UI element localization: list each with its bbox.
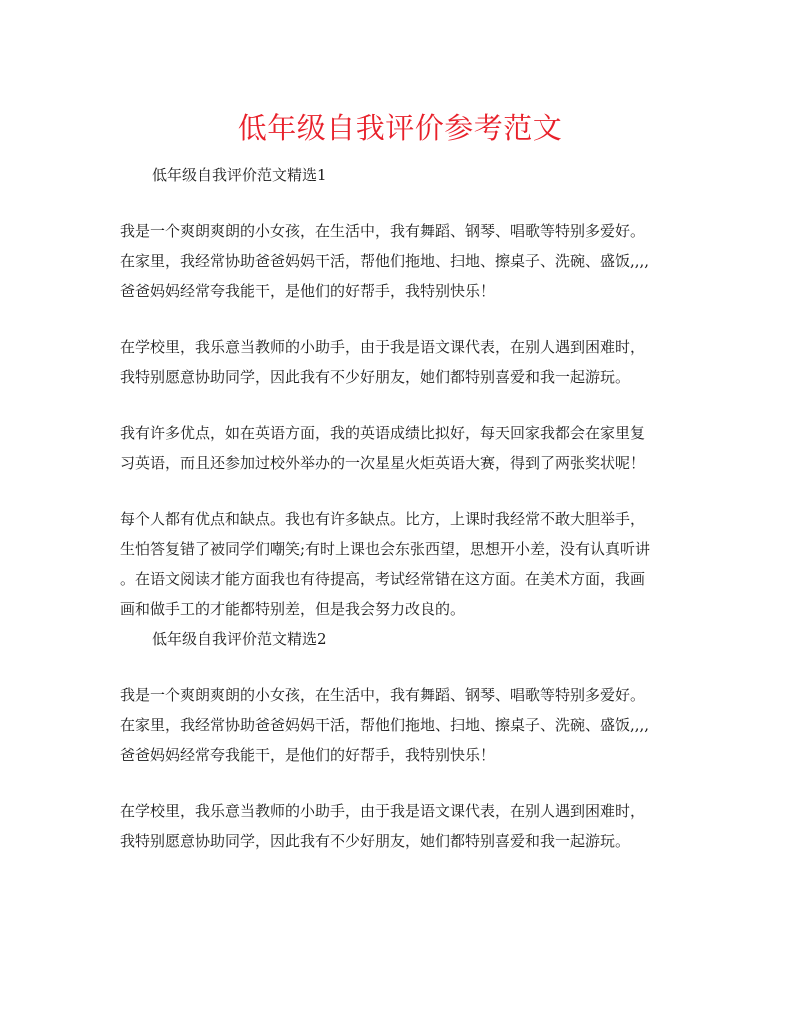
paragraph <box>120 796 680 856</box>
text-line: 爸爸妈妈经常夸我能干，是他们的好帮手，我特别快乐！ <box>120 282 496 300</box>
document-body <box>120 160 680 856</box>
text-line: 我是一个爽朗爽朗的小女孩，在生活中，我有舞蹈、钢琴、唱歌等特别多爱好。 <box>120 686 646 704</box>
section-heading-1: 低年级自我评价范文精选1 <box>152 166 327 184</box>
page-title: 低年级自我评价参考范文 <box>237 111 563 145</box>
text-line: 生怕答复错了被同学们嘲笑;有时上课也会东张西望，思想开小差，没有认真听讲 <box>120 540 651 558</box>
text-line: 。在语文阅读才能方面我也有待提高，考试经常错在这方面。在美术方面，我画 <box>120 570 646 588</box>
paragraph <box>120 504 680 624</box>
text-line: 在学校里，我乐意当教师的小助手，由于我是语文课代表，在别人遇到困难时， <box>120 338 646 356</box>
text-line: 爸爸妈妈经常夸我能干，是他们的好帮手，我特别快乐！ <box>120 746 496 764</box>
paragraph <box>120 418 680 478</box>
text-line: 在家里，我经常协助爸爸妈妈干活，帮他们拖地、扫地、擦桌子、洗碗、盛饭,,,, <box>120 252 650 270</box>
text-line: 在家里，我经常协助爸爸妈妈干活，帮他们拖地、扫地、擦桌子、洗碗、盛饭,,,, <box>120 716 650 734</box>
paragraph <box>120 216 680 306</box>
paragraph <box>120 680 680 770</box>
text-line: 习英语，而且还参加过校外举办的一次星星火炬英语大赛，得到了两张奖状呢！ <box>120 454 646 472</box>
text-line: 我是一个爽朗爽朗的小女孩，在生活中，我有舞蹈、钢琴、唱歌等特别多爱好。 <box>120 222 646 240</box>
text-line: 我特别愿意协助同学，因此我有不少好朋友，她们都特别喜爱和我一起游玩。 <box>120 832 631 850</box>
text-line: 我特别愿意协助同学，因此我有不少好朋友，她们都特别喜爱和我一起游玩。 <box>120 368 631 386</box>
text-line: 画和做手工的才能都特别差，但是我会努力改良的。 <box>120 600 466 618</box>
text-line: 每个人都有优点和缺点。我也有许多缺点。比方，上课时我经常不敢大胆举手， <box>120 510 646 528</box>
paragraph <box>120 332 680 392</box>
text-line: 我有许多优点，如在英语方面，我的英语成绩比拟好，每天回家我都会在家里复 <box>120 424 646 442</box>
text-line: 在学校里，我乐意当教师的小助手，由于我是语文课代表，在别人遇到困难时， <box>120 802 646 820</box>
section-heading-2: 低年级自我评价范文精选2 <box>152 630 327 648</box>
